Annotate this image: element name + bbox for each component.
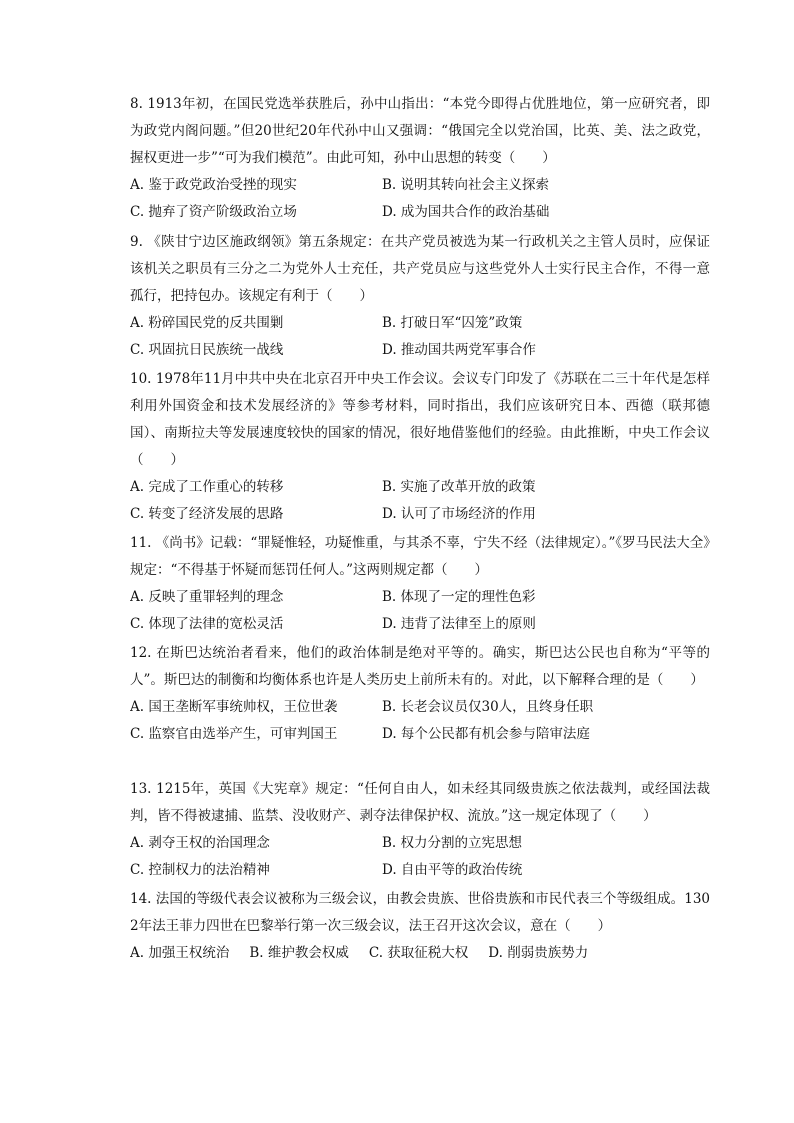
option-b[interactable]: B. 说明其转向社会主义探索 — [382, 177, 550, 193]
question-13 — [130, 776, 710, 884]
option-d[interactable]: D. 推动国共两党军事合作 — [382, 342, 536, 358]
option-c[interactable]: C. 控制权力的法治精神 — [130, 862, 270, 878]
question-9 — [130, 229, 710, 364]
option-c[interactable]: C. 巩固抗日民族统一战线 — [130, 342, 284, 358]
option-b[interactable]: B. 体现了一定的理性色彩 — [382, 589, 536, 605]
question-stem: 10. 1978年11月中共中央在北京召开中央工作会议。会议专门印发了《苏联在二三十年代是怎样利用外国资金和技术发展经济的》等参考材料，同时指出，我们应该研究日本、西德（联邦德国）、南斯拉夫等发展速度较快的国家的情况，很好地借鉴他们的经验。由此推断，中央工作会议（ ） — [130, 371, 710, 468]
question-8 — [130, 91, 710, 226]
option-list — [130, 474, 710, 528]
question-12 — [130, 640, 710, 748]
option-d[interactable]: D. 认可了市场经济的作用 — [382, 506, 536, 522]
question-10 — [130, 366, 710, 528]
option-list — [130, 694, 710, 748]
option-b[interactable]: B. 实施了改革开放的政策 — [382, 479, 536, 495]
option-a[interactable]: A. 剥夺王权的治国理念 — [130, 835, 270, 851]
option-c[interactable]: C. 抛弃了资产阶级政治立场 — [130, 204, 297, 220]
question-stem: 13. 1215年，英国《大宪章》规定：“任何自由人，如未经其同级贵族之依法裁判，或经国法裁判，皆不得被逮捕、监禁、没收财产、剥夺法律保护权、流放。”这一规定体现了（ ） — [130, 781, 710, 824]
option-list — [130, 172, 710, 226]
option-a[interactable]: A. 粉碎国民党的反共围剿 — [130, 315, 284, 331]
option-c[interactable]: C. 监察官由选举产生，可审判国王 — [130, 726, 338, 742]
question-stem: 11. 《尚书》记载：“罪疑惟轻，功疑惟重，与其杀不辜，宁失不经（法律规定）。”《罗马民法大全》规定：“不得基于怀疑而惩罚任何人。”这两则规定都（ ） — [130, 535, 710, 578]
question-stem: 8. 1913年初，在国民党选举获胜后，孙中山指出：“本党今即得占优胜地位，第一应研究者，即为政党内阁问题。”但20世纪20年代孙中山又强调：“俄国完全以党治国，比英、美、法之政党，握权更进一步”“可为我们模范”。由此可知，孙中山思想的转变（ ） — [130, 96, 710, 166]
question-stem: 14. 法国的等级代表会议被称为三级会议，由教会贵族、世俗贵族和市民代表三个等级组成。1302年法王菲力四世在巴黎举行第一次三级会议，法王召开这次会议，意在（ ） — [130, 891, 710, 934]
option-list — [130, 584, 710, 638]
option-d[interactable]: D. 每个公民都有机会参与陪审法庭 — [382, 726, 590, 742]
option-d[interactable]: D. 削弱贵族势力 — [488, 945, 589, 961]
question-11 — [130, 530, 710, 638]
option-a[interactable]: A. 国王垄断军事统帅权，王位世袭 — [130, 699, 338, 715]
question-stem: 9. 《陕甘宁边区施政纲领》第五条规定：在共产党员被选为某一行政机关之主管人员时，应保证该机关之职员有三分之二为党外人士充任，共产党员应与这些党外人士实行民主合作，不得一意孤行，把持包办。该规定有利于（ ） — [130, 234, 710, 304]
option-a[interactable]: A. 鉴于政党政治受挫的现实 — [130, 177, 297, 193]
option-c[interactable]: C. 体现了法律的宽松灵活 — [130, 616, 284, 632]
option-d[interactable]: D. 成为国共合作的政治基础 — [382, 204, 550, 220]
option-list — [130, 310, 710, 364]
option-b[interactable]: B. 打破日军“囚笼”政策 — [382, 315, 523, 331]
option-d[interactable]: D. 自由平等的政治传统 — [382, 862, 523, 878]
option-a[interactable]: A. 反映了重罪轻判的理念 — [130, 589, 284, 605]
option-list — [130, 940, 710, 967]
option-a[interactable]: A. 加强王权统治 — [130, 945, 230, 961]
option-a[interactable]: A. 完成了工作重心的转移 — [130, 479, 284, 495]
option-b[interactable]: B. 长老会议员仅30人，且终身任职 — [382, 699, 594, 715]
option-c[interactable]: C. 转变了经济发展的思路 — [130, 506, 284, 522]
option-c[interactable]: C. 获取征税大权 — [368, 945, 469, 961]
option-b[interactable]: B. 维护教会权威 — [249, 945, 349, 961]
option-list — [130, 830, 710, 884]
question-stem: 12. 在斯巴达统治者看来，他们的政治体制是绝对平等的。确实，斯巴达公民也自称为“平等的人”。斯巴达的制衡和均衡体系也许是人类历史上前所未有的。对此，以下解释合理的是（ ） — [130, 645, 710, 688]
option-d[interactable]: D. 违背了法律至上的原则 — [382, 616, 536, 632]
question-14 — [130, 886, 710, 967]
option-b[interactable]: B. 权力分割的立宪思想 — [382, 835, 523, 851]
